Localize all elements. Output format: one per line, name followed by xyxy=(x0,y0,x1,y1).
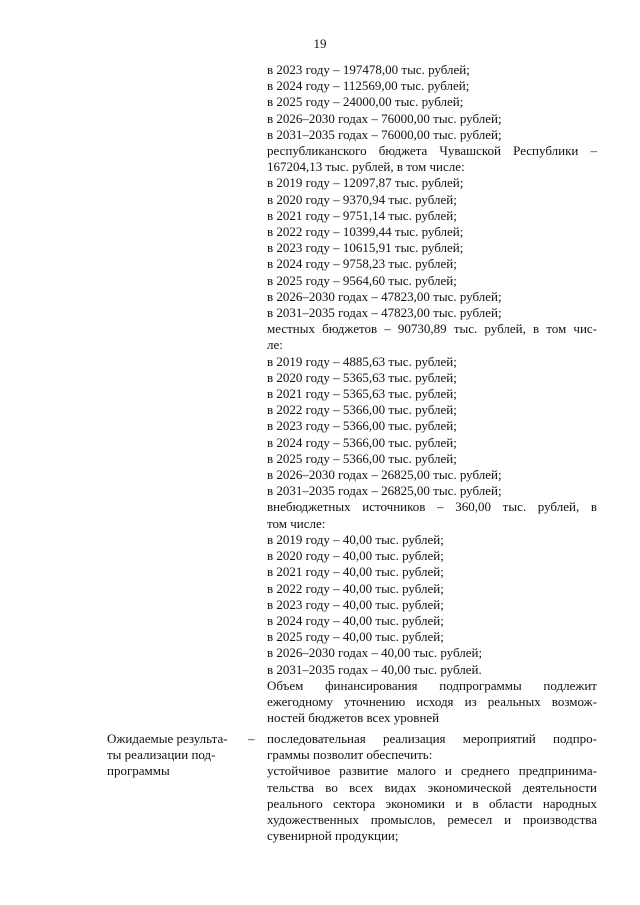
text-line: внебюджетных источников – 360,00 тыс. рублей, в xyxy=(267,499,597,515)
label-dash: – xyxy=(248,731,255,746)
text-line: последовательная реализация мероприятий подпро- xyxy=(267,731,597,746)
text-line: в 2025 году – 9564,60 тыс. рублей; xyxy=(267,272,457,288)
page-number: 19 xyxy=(313,36,327,51)
text-line: в 2031–2035 годах – 40,00 тыс. рублей. xyxy=(267,661,482,677)
text-line: в 2031–2035 годах – 76000,00 тыс. рублей; xyxy=(267,126,502,142)
text-line: в 2026–2030 годах – 40,00 тыс. рублей; xyxy=(267,645,483,661)
text-line: в 2025 году – 40,00 тыс. рублей; xyxy=(267,629,444,645)
text-line: в 2026–2030 годах – 76000,00 тыс. рублей; xyxy=(267,110,502,126)
text-line: в 2019 году – 40,00 тыс. рублей; xyxy=(267,531,444,547)
label-text: программы xyxy=(107,763,170,779)
text-line: в 2019 году – 12097,87 тыс. рублей; xyxy=(267,175,464,191)
label-text: ты реализации под- xyxy=(107,747,216,763)
text-line: в 2021 году – 9751,14 тыс. рублей; xyxy=(267,207,457,223)
text-line: в 2020 году – 40,00 тыс. рублей; xyxy=(267,548,444,564)
text-line: художественных промыслов, ремесел и производства xyxy=(267,812,597,828)
text-line: ле: xyxy=(267,337,283,353)
text-line: граммы позволит обеспечить: xyxy=(267,747,433,763)
financing-text-block xyxy=(267,62,597,726)
text-line: в 2023 году – 197478,00 тыс. рублей; xyxy=(267,62,470,77)
label-line xyxy=(107,731,259,747)
text-line: в 2019 году – 4885,63 тыс. рублей; xyxy=(267,353,457,369)
text-line: в 2026–2030 годах – 47823,00 тыс. рублей; xyxy=(267,288,502,304)
text-line: ностей бюджетов всех уровней xyxy=(267,710,440,726)
text-line: том числе: xyxy=(267,515,326,531)
text-line: Объем финансирования подпрограммы подлежит xyxy=(267,677,597,693)
text-line: в 2023 году – 5366,00 тыс. рублей; xyxy=(267,418,457,434)
label-line xyxy=(107,747,259,763)
text-line: в 2021 году – 5365,63 тыс. рублей; xyxy=(267,386,457,402)
text-line: в 2024 году – 5366,00 тыс. рублей; xyxy=(267,434,457,450)
text-line: в 2020 году – 5365,63 тыс. рублей; xyxy=(267,369,457,385)
text-line: в 2024 году – 9758,23 тыс. рублей; xyxy=(267,256,457,272)
label-line xyxy=(107,763,259,779)
text-line: в 2022 году – 10399,44 тыс. рублей; xyxy=(267,224,464,240)
text-line: в 2021 году – 40,00 тыс. рублей; xyxy=(267,564,444,580)
text-line: 167204,13 тыс. рублей, в том числе: xyxy=(267,159,465,175)
text-line: тельства во всех видах экономической деятельности xyxy=(267,779,597,795)
text-line: в 2025 году – 24000,00 тыс. рублей; xyxy=(267,94,464,110)
text-line: устойчивое развитие малого и среднего предпринима- xyxy=(267,763,597,779)
text-line: в 2020 году – 9370,94 тыс. рублей; xyxy=(267,191,457,207)
text-line: реального сектора экономики и в области народных xyxy=(267,795,597,811)
text-line: ежегодному уточнению исходя из реальных возмож- xyxy=(267,693,597,709)
text-line: в 2024 году – 40,00 тыс. рублей; xyxy=(267,612,444,628)
text-line: сувенирной продукции; xyxy=(267,828,399,844)
text-line: в 2023 году – 10615,91 тыс. рублей; xyxy=(267,240,464,256)
text-line: в 2031–2035 годах – 47823,00 тыс. рублей; xyxy=(267,305,502,321)
text-line: в 2026–2030 годах – 26825,00 тыс. рублей; xyxy=(267,467,502,483)
expected-results-text-block xyxy=(267,731,597,844)
expected-results-label xyxy=(107,731,259,780)
text-line: в 2022 году – 5366,00 тыс. рублей; xyxy=(267,402,457,418)
text-line: республиканского бюджета Чувашской Республики – xyxy=(267,143,597,159)
text-line: в 2023 году – 40,00 тыс. рублей; xyxy=(267,596,444,612)
text-line: в 2025 году – 5366,00 тыс. рублей; xyxy=(267,450,457,466)
text-line: местных бюджетов – 90730,89 тыс. рублей, в том чис- xyxy=(267,321,597,337)
text-line: в 2024 году – 112569,00 тыс. рублей; xyxy=(267,78,470,94)
label-text: Ожидаемые результа- xyxy=(107,731,228,746)
text-line: в 2031–2035 годах – 26825,00 тыс. рублей; xyxy=(267,483,502,499)
text-line: в 2022 году – 40,00 тыс. рублей; xyxy=(267,580,444,596)
